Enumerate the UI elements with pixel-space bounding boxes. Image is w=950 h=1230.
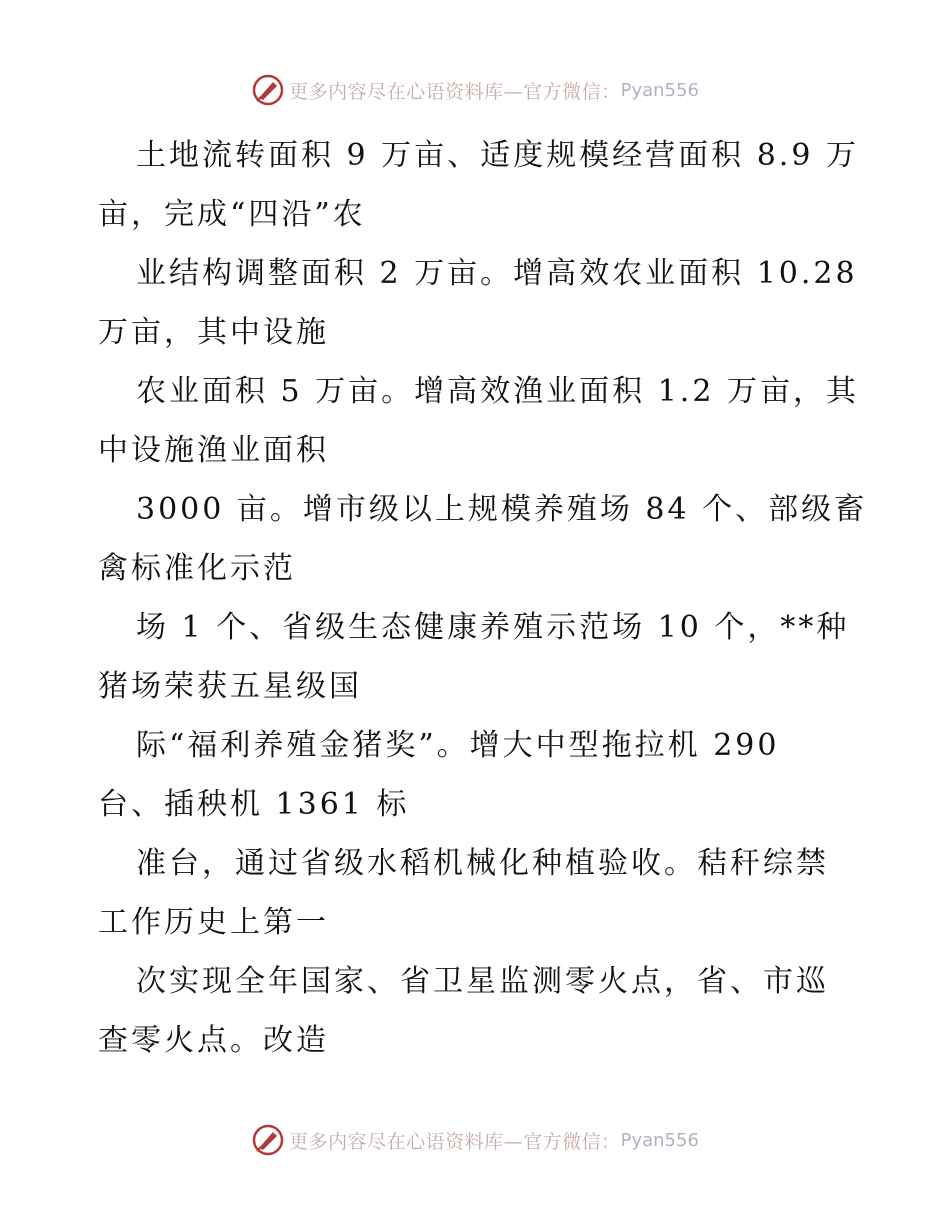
text-line: 3000 亩。增市级以上规模养殖场 84 个、部级畜 <box>136 492 868 527</box>
pen-nib-circle-icon <box>251 1123 285 1157</box>
text-line: 土地流转面积 9 万亩、适度规模经营面积 8.9 万 <box>136 138 859 173</box>
header-watermark <box>0 72 950 108</box>
text-line: 亩，完成“四沿”农 <box>98 197 366 232</box>
text-line: 猪场荣获五星级国 <box>98 669 362 704</box>
pen-nib-circle-icon <box>251 73 285 107</box>
watermark-text: 更多内容尽在心语资料库—官方微信： <box>289 80 621 103</box>
watermark-wechat-id: Pyan556 <box>620 1129 699 1151</box>
text-line: 台、插秧机 1361 标 <box>98 787 410 822</box>
text-line: 查零火点。改造 <box>98 1023 329 1058</box>
text-line: 农业面积 5 万亩。增高效渔业面积 1.2 万亩，其 <box>136 374 859 409</box>
document-body <box>98 126 868 1070</box>
watermark-text: 更多内容尽在心语资料库—官方微信： <box>289 1130 621 1153</box>
text-line: 次实现全年国家、省卫星监测零火点，省、市巡 <box>136 964 829 999</box>
text-line: 万亩，其中设施 <box>98 315 329 350</box>
text-line: 际“福利养殖金猪奖”。增大中型拖拉机 290 <box>136 728 780 763</box>
text-line: 禽标准化示范 <box>98 551 296 586</box>
text-line: 准台，通过省级水稻机械化种植验收。秸秆综禁 <box>136 846 829 881</box>
text-line: 业结构调整面积 2 万亩。增高效农业面积 10.28 <box>136 256 858 291</box>
text-line: 工作历史上第一 <box>98 905 329 940</box>
text-line: 场 1 个、省级生态健康养殖示范场 10 个，**种 <box>136 610 850 645</box>
watermark-wechat-id: Pyan556 <box>620 79 699 101</box>
text-line: 中设施渔业面积 <box>98 433 329 468</box>
footer-watermark <box>0 1122 950 1158</box>
